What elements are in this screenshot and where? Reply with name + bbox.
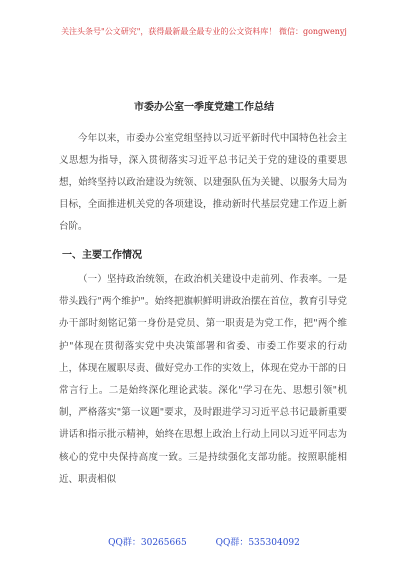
footer-qq-group-2: QQ群：535304092	[215, 538, 300, 548]
section-heading: 一、主要工作情况	[62, 250, 142, 261]
footer	[0, 535, 408, 548]
body-paragraph: （一）坚持政治统领，在政治机关建设中走前列、作表率。一是带头践行"两个维护"。始终把旗帜鲜明讲政治摆在首位，教育引导党办干部时刻铭记第一身份是党员、第一职责是为党工作，把"两个维护"体现在贯彻落实党中央决策部署和省委、市委工作要求的行动上，体现在履职尽责、做好党办工作的实效上，体现在党办干部的日常言行上。二是始终深化理论武装。深化"学习在先、思想引领"机制，严格落实"第一议题"要求，及时跟进学习习近平总书记最新重要讲话和指示批示精神，始终在思想上政治上行动上同以习近平同志为核心的党中央保持高度一致。三是持续强化支部功能。按照职能相近、职责相似	[59, 274, 347, 485]
intro-paragraph: 今年以来，市委办公室党组坚持以习近平新时代中国特色社会主义思想为指导，深入贯彻落实习近平总书记关于党的建设的重要思想，始终坚持以政治建设为统领、以建强队伍为关键、以服务大局为目标，全面推进机关党的各项建设，推动新时代基层党建工作迈上新台阶。	[59, 133, 347, 232]
footer-qq-group-1: QQ群：30265665	[108, 538, 187, 548]
header-banner: 关注头条号"公文研究"，获得最新最全最专业的公文资料库！ 微信：gongwenyj	[61, 27, 347, 36]
document-title: 市委办公室一季度党建工作总结	[134, 102, 274, 113]
